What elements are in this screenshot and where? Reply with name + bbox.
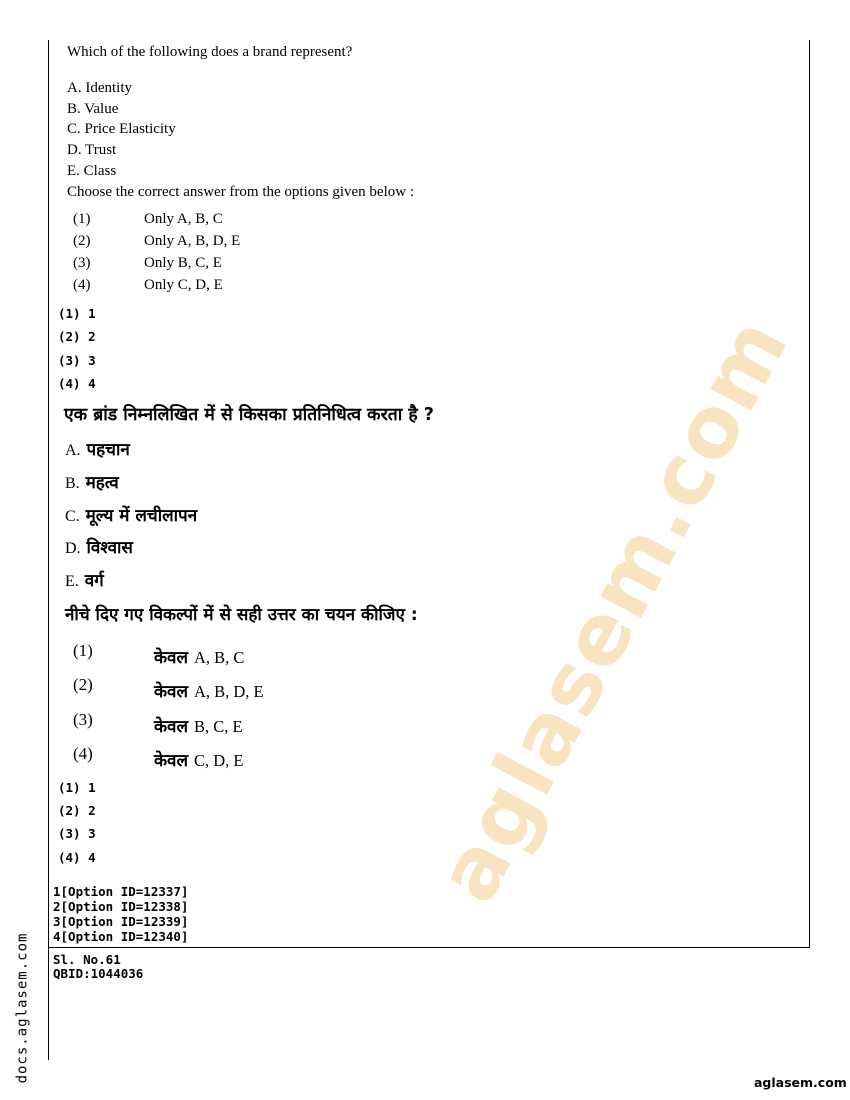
option-number: (1) bbox=[73, 211, 91, 227]
statement-label: E. bbox=[65, 573, 79, 590]
option-prefix: केवल bbox=[154, 751, 189, 771]
serial-number: Sl. No.61 bbox=[53, 952, 121, 967]
option-number: (4) bbox=[73, 744, 93, 763]
statement-hindi-e bbox=[65, 568, 104, 591]
statement-b: B. Value bbox=[67, 101, 119, 117]
statement-label: D. bbox=[65, 540, 81, 557]
option-id: 1[Option ID=12337] bbox=[53, 884, 189, 899]
question-hindi: एक ब्रांड निम्नलिखित में से किसका प्रतिनिधित्व करता है ? bbox=[64, 405, 434, 425]
separator-line bbox=[48, 947, 810, 948]
option-text: Only C, D, E bbox=[144, 277, 223, 293]
option-prefix: केवल bbox=[154, 682, 189, 702]
statement-d: D. Trust bbox=[67, 142, 117, 158]
statement-label: C. bbox=[65, 508, 80, 525]
instruction-english: Choose the correct answer from the options given below : bbox=[67, 184, 414, 200]
statement-text: मूल्य में लचीलापन bbox=[85, 506, 198, 526]
option-value: C, D, E bbox=[193, 751, 244, 770]
option-value: A, B, D, E bbox=[193, 682, 264, 701]
option-number: (1) bbox=[73, 641, 93, 660]
option-id: 3[Option ID=12339] bbox=[53, 914, 189, 929]
question-bank-id: QBID:1044036 bbox=[53, 966, 144, 981]
option-prefix: केवल bbox=[154, 648, 189, 668]
option-text: Only A, B, C bbox=[144, 211, 223, 227]
option-text-hindi bbox=[154, 748, 243, 771]
answer-choice: (2) 2 bbox=[58, 329, 96, 344]
option-text-hindi bbox=[154, 714, 243, 737]
statement-text: पहचान bbox=[86, 440, 130, 460]
statement-c: C. Price Elasticity bbox=[67, 121, 176, 137]
option-id: 4[Option ID=12340] bbox=[53, 929, 189, 944]
option-value: A, B, C bbox=[193, 648, 245, 667]
option-number: (2) bbox=[73, 675, 93, 694]
answer-choice: (3) 3 bbox=[58, 353, 96, 368]
question-english: Which of the following does a brand represent? bbox=[67, 44, 353, 60]
statement-text: विश्वास bbox=[86, 538, 133, 558]
option-text: Only B, C, E bbox=[144, 255, 222, 271]
answer-choice: (2) 2 bbox=[58, 803, 96, 818]
statement-text: महत्व bbox=[85, 473, 119, 493]
option-text-hindi bbox=[154, 645, 244, 668]
statement-label: B. bbox=[65, 475, 80, 492]
option-text-hindi bbox=[154, 679, 264, 702]
left-border bbox=[48, 40, 49, 1060]
statement-hindi-b bbox=[65, 470, 119, 493]
option-number: (2) bbox=[73, 233, 91, 249]
statement-hindi-c bbox=[65, 503, 197, 526]
right-border bbox=[809, 40, 810, 948]
statement-hindi-a bbox=[65, 437, 130, 460]
side-site-text: docs.aglasem.com bbox=[14, 932, 31, 1084]
statement-label: A. bbox=[65, 442, 81, 459]
option-value: B, C, E bbox=[193, 717, 243, 736]
statement-hindi-d bbox=[65, 535, 133, 558]
answer-choice: (1) 1 bbox=[58, 306, 96, 321]
statement-e: E. Class bbox=[67, 163, 117, 179]
answer-choice: (3) 3 bbox=[58, 826, 96, 841]
option-id: 2[Option ID=12338] bbox=[53, 899, 189, 914]
footer-site-name[interactable]: aglasem.com bbox=[754, 1075, 847, 1090]
answer-choice: (1) 1 bbox=[58, 780, 96, 795]
option-number: (3) bbox=[73, 255, 91, 271]
instruction-hindi: नीचे दिए गए विकल्पों में से सही उत्तर का चयन कीजिए : bbox=[65, 605, 418, 625]
option-text: Only A, B, D, E bbox=[144, 233, 241, 249]
answer-choice: (4) 4 bbox=[58, 850, 96, 865]
watermark: aglasem.com bbox=[418, 300, 808, 918]
answer-choice: (4) 4 bbox=[58, 376, 96, 391]
statement-text: वर्ग bbox=[84, 571, 104, 591]
option-number: (3) bbox=[73, 710, 93, 729]
option-number: (4) bbox=[73, 277, 91, 293]
statement-a: A. Identity bbox=[67, 80, 132, 96]
option-prefix: केवल bbox=[154, 717, 189, 737]
